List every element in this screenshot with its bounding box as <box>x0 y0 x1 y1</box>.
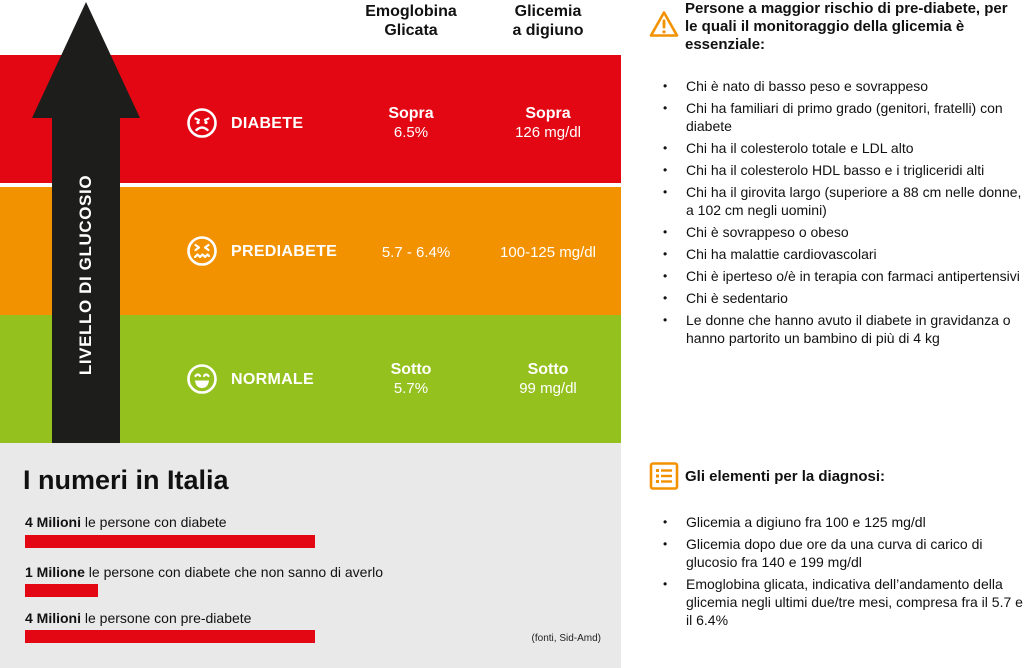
band-label: DIABETE <box>231 115 304 132</box>
list-item: • Chi ha malattie cardiovascolari <box>663 245 1023 263</box>
list-item: • Emoglobina glicata, indicativa dell’andamento della glicemia negli ultimi due/tre mesi, compresa fra il 5.7 e il 6.4% <box>663 575 1023 629</box>
list-item: • Chi è nato di basso peso e sovrappeso <box>663 77 1023 95</box>
list-item: • Chi è sedentario <box>663 289 1023 307</box>
stat-item: 4 Milioni le persone con pre-diabete <box>25 610 252 626</box>
stat-item: 1 Milione le persone con diabete che non sanno di averlo <box>25 564 384 580</box>
list-item: • Glicemia a digiuno fra 100 e 125 mg/dl <box>663 513 1023 531</box>
arrow-label: LIVELLO DI GLUCOSIO <box>76 174 95 376</box>
glycemia-value: Sopra 126 mg/dl <box>515 105 581 141</box>
hba1c-value: Sotto 5.7% <box>390 361 432 397</box>
diagnosis-title: Gli elementi per la diagnosi: <box>685 468 886 485</box>
checklist-icon <box>649 462 679 490</box>
diagnosis-list <box>663 513 1023 633</box>
info-panel <box>621 0 1024 668</box>
source-note: (fonti, Sid-Amd) <box>531 633 601 644</box>
column-header-hba1c: Emoglobina Glicata <box>365 3 457 39</box>
list-item: • Chi ha il colesterolo HDL basso e i trigliceridi alti <box>663 161 1023 179</box>
stat-bar <box>25 535 315 548</box>
list-item: • Chi è iperteso o/è in terapia con farmaci antipertensivi <box>663 267 1023 285</box>
stat-bar <box>25 630 315 643</box>
risk-list <box>663 77 1023 351</box>
list-item: • Le donne che hanno avuto il diabete in gravidanza o hanno partorito un bambino di più di 4 kg <box>663 311 1023 347</box>
band-label: PREDIABETE <box>231 243 338 260</box>
list-item: • Chi è sovrappeso o obeso <box>663 223 1023 241</box>
list-item: • Glicemia dopo due ore da una curva di carico di glucosio fra 140 e 199 mg/dl <box>663 535 1023 571</box>
grimacing-face-icon <box>186 235 218 267</box>
stat-bar <box>25 584 98 597</box>
risk-title: Persone a maggior rischio di pre-diabete, per le quali il monitoraggio della glicemia è essenziale: <box>685 0 1008 53</box>
list-item: • Chi ha il girovita largo (superiore a 88 cm nelle donne, a 102 cm negli uomini) <box>663 183 1023 219</box>
stats-panel <box>0 443 621 668</box>
hba1c-value: Sopra 6.5% <box>388 105 434 141</box>
stats-title: I numeri in Italia <box>23 465 229 495</box>
glycemia-value: 100-125 mg/dl <box>500 244 596 261</box>
list-item: • Chi ha familiari di primo grado (genitori, fratelli) con diabete <box>663 99 1023 135</box>
warning-icon <box>649 10 679 38</box>
column-header-fasting-glycemia: Glicemia a digiuno <box>512 3 584 39</box>
list-item: • Chi ha il colesterolo totale e LDL alto <box>663 139 1023 157</box>
smiling-face-icon <box>186 363 218 395</box>
band-label: NORMALE <box>231 371 314 388</box>
hba1c-value: 5.7 - 6.4% <box>381 244 451 261</box>
stat-item: 4 Milioni le persone con diabete <box>25 514 227 530</box>
glycemia-value: Sotto 99 mg/dl <box>519 361 577 397</box>
frowning-face-icon <box>186 107 218 139</box>
